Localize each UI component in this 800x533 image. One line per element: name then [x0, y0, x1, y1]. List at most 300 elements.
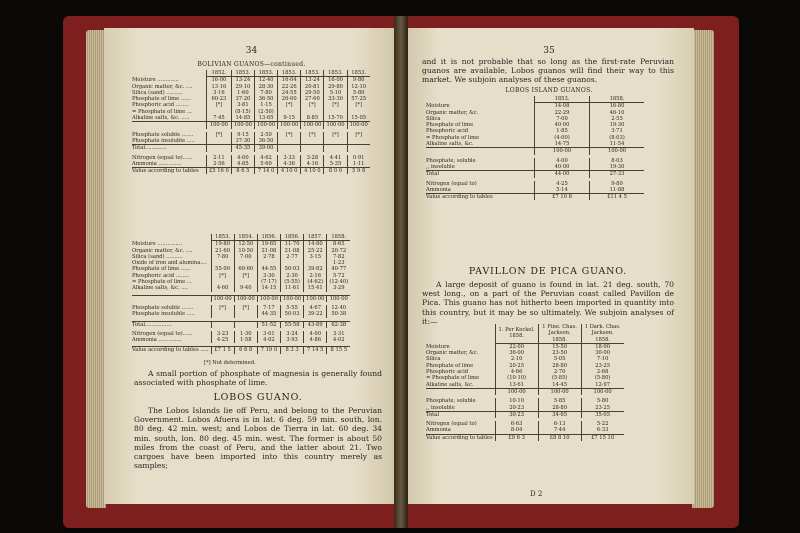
- table-cell: [207, 138, 232, 145]
- table-cell: 4·25: [535, 181, 590, 187]
- row-label: Total: [426, 171, 535, 178]
- row-label: Phosphate insoluble .....: [132, 137, 195, 144]
- table-cell: [*]: [324, 102, 347, 108]
- table-cell: 29·80: [324, 84, 347, 90]
- row-label: Phosphate, soluble: [426, 157, 476, 164]
- table-cell: 10·50: [234, 248, 257, 254]
- column-header: 1853.: [324, 70, 347, 77]
- table-cell: 50·38: [327, 311, 350, 317]
- row-label: Nitrogen (equal to): [426, 421, 477, 428]
- table-cell: 1·23: [327, 260, 350, 266]
- table-cell: 11·61: [281, 285, 304, 291]
- spacer-row: [426, 200, 644, 203]
- table-cell: 2·10: [495, 356, 538, 362]
- table-cell: 39·82: [304, 266, 327, 272]
- table-cell: 57·25: [347, 96, 370, 102]
- column-header: 1853.: [278, 70, 301, 77]
- column-header: 1853.: [535, 96, 590, 103]
- table-cell: 100·00: [538, 388, 581, 395]
- row-label: Oxide of iron and alumina....: [132, 260, 207, 267]
- table-cell: 44·00: [535, 171, 590, 178]
- row-label: Nitrogen (equal to): [426, 180, 477, 187]
- table-cell: 2·30: [281, 273, 304, 279]
- table-cell: 8·03: [590, 158, 645, 164]
- table-cell: [324, 138, 347, 145]
- table-row: [132, 347, 350, 354]
- table-cell: 3·15: [304, 254, 327, 260]
- table-cell: 29·50: [301, 90, 324, 96]
- table-row: [132, 248, 350, 254]
- table-row: [132, 145, 370, 152]
- table-cell: 51·52: [257, 321, 280, 328]
- table-cell: 7·80: [254, 90, 277, 96]
- table-cell: 6 6 8: [234, 347, 257, 354]
- table-cell: [*]: [278, 132, 301, 138]
- table-cell: 55·58: [281, 321, 304, 328]
- table-cell: 22·00: [495, 343, 538, 350]
- table-cell: (8·15): [231, 109, 254, 115]
- row-label: Alkaline salts, &c. ....: [132, 285, 188, 292]
- table-cell: £8 8 10: [538, 434, 581, 441]
- table-cell: 14·08: [535, 103, 590, 110]
- column-header: 1 Fine. Chas. Jackson. 1858.: [538, 324, 581, 343]
- spacer-row: [426, 441, 624, 444]
- table-cell: 25·22: [304, 248, 327, 254]
- table-cell: 100·00: [301, 122, 324, 129]
- table-row: [426, 148, 644, 155]
- table-cell: [211, 321, 234, 328]
- table-cell: [*]: [211, 273, 234, 279]
- row-label: Ammonia ..............: [132, 337, 182, 344]
- table-cell: (7·17): [257, 279, 280, 285]
- table-cell: 20·81: [301, 84, 324, 90]
- row-label: = Phosphate of lime: [426, 375, 480, 382]
- row-label: Total................: [132, 321, 211, 328]
- row-label: Organic matter, &c. ....: [132, 83, 193, 90]
- table-cell: 100·00: [281, 295, 304, 302]
- table-cell: 4·86: [304, 337, 327, 343]
- table-cell: 7·00: [535, 116, 590, 122]
- table-cell: 0·91: [347, 155, 370, 161]
- table-cell: 60·23: [207, 96, 232, 102]
- table-cell: (4·62): [304, 279, 327, 285]
- lobos-heading: LOBOS GUANO.: [213, 392, 303, 403]
- table-cell: 2·11: [207, 155, 232, 161]
- table-cell: 100·00: [278, 122, 301, 129]
- table-cell: 18·00: [581, 343, 624, 350]
- row-label: [426, 148, 535, 155]
- row-label: Phosphoric acid: [426, 128, 469, 135]
- table-corner: [132, 70, 207, 77]
- table-cell: 19·80: [211, 241, 234, 248]
- table-cell: 3·24: [281, 331, 304, 337]
- page-edges-right: [692, 30, 714, 508]
- table-cell: 6·13: [538, 421, 581, 427]
- column-header: 1852.: [207, 70, 232, 77]
- table-cell: 26·00: [278, 96, 301, 102]
- table-cell: 44·35: [257, 311, 280, 317]
- table-cell: 4·25: [211, 337, 234, 343]
- column-header: 1853.: [254, 70, 277, 77]
- table-row: [426, 141, 644, 148]
- page-number-right: 35: [543, 46, 555, 56]
- table-cell: 3·01: [257, 331, 280, 337]
- table-row: [132, 241, 350, 248]
- row-label: Phosphate soluble .......: [132, 304, 194, 311]
- table-cell: [211, 311, 234, 317]
- spacer-row: [132, 174, 370, 177]
- row-label: Moisture: [426, 103, 450, 110]
- table-cell: 7·10: [581, 356, 624, 362]
- magnesia-paragraph: A small portion of phosphate of magnesia is generally found associated with phosphate of lime.: [134, 369, 382, 388]
- table-cell: 100·00: [535, 148, 590, 155]
- table-row: [132, 168, 370, 175]
- pavillon-heading: PAVILLON DE PICA GUANO.: [468, 266, 628, 277]
- row-label: Alkaline salts, &c.: [426, 381, 474, 388]
- table-cell: 28·30: [254, 84, 277, 90]
- table-cell: 27·60: [301, 96, 324, 102]
- table-cell: 19·30: [590, 122, 645, 128]
- table-cell: 40·00: [535, 164, 590, 171]
- row-label: ,, insoluble: [426, 163, 455, 170]
- row-label: = Phosphate of lime ...: [132, 279, 192, 286]
- table-cell: 9·80: [347, 77, 370, 84]
- row-label: Organic matter, &c.: [426, 109, 479, 116]
- table-row: [132, 115, 370, 122]
- column-header: 1857.: [304, 234, 327, 241]
- lobos-island-table-title: LOBOS ISLAND GUANOS.: [505, 87, 593, 94]
- table-cell: 1·15: [254, 102, 277, 108]
- row-label: Value according to tables: [132, 168, 207, 175]
- running-head: BOLIVIAN GUANOS—continued.: [197, 61, 306, 68]
- table-cell: [*]: [234, 273, 257, 279]
- row-label: Silica: [426, 356, 441, 363]
- table-cell: 100·00: [234, 295, 257, 302]
- table-cell: 24·55: [278, 90, 301, 96]
- table-cell: 11·88: [590, 187, 645, 194]
- table-cell: 100·00: [231, 122, 254, 129]
- table-cell: [*]: [347, 132, 370, 138]
- table-cell: 7·17: [257, 305, 280, 311]
- table-cell: [234, 311, 257, 317]
- table-cell: 5·60: [254, 161, 277, 168]
- row-label: Phosphate insoluble .....: [132, 311, 195, 318]
- table-cell: 12·40: [327, 305, 350, 311]
- table-cell: [278, 138, 301, 145]
- table-cell: 3·16: [207, 90, 232, 96]
- table-cell: [*]: [207, 132, 232, 138]
- table-cell: 2·78: [257, 254, 280, 260]
- table-cell: [*]: [207, 102, 232, 108]
- table-cell: 13·65: [254, 115, 277, 122]
- pavillon-table: [426, 324, 624, 444]
- bolivian-table-1: [132, 70, 370, 177]
- table-cell: 5·22: [581, 421, 624, 427]
- table-row: [132, 321, 350, 328]
- table-cell: 4·16: [301, 161, 324, 168]
- row-label: [132, 295, 211, 302]
- row-label: Value according to tables .....: [132, 347, 211, 354]
- table-cell: 46·10: [590, 110, 645, 116]
- table-cell: 14·75: [535, 141, 590, 148]
- table-row: [426, 382, 624, 389]
- table-cell: 3·31: [327, 331, 350, 337]
- table-cell: 3·71: [590, 128, 645, 134]
- table-cell: 100·00: [590, 148, 645, 155]
- table-cell: £9 6 3: [495, 434, 538, 441]
- table-cell: 8 0 0: [324, 168, 347, 175]
- lobos-island-table: [426, 96, 644, 203]
- table-cell: 9·80: [590, 181, 645, 187]
- spacer-row: [132, 354, 350, 357]
- table-cell: 8 15 5: [327, 347, 350, 354]
- table-cell: 5·85: [538, 398, 581, 404]
- table-cell: 55·00: [211, 266, 234, 272]
- table-cell: 34·65: [538, 411, 581, 418]
- table-cell: (5·55): [281, 279, 304, 285]
- column-header: 1856.: [281, 234, 304, 241]
- table-row: [132, 337, 350, 343]
- table-cell: 36·00: [495, 350, 538, 356]
- table-cell: 14·80: [304, 241, 327, 248]
- row-label: Silica: [426, 115, 441, 122]
- table-cell: 28·80: [538, 405, 581, 412]
- table-cell: [347, 145, 370, 152]
- row-label: Organic matter, &c.: [426, 350, 479, 357]
- column-header: 1853.: [347, 70, 370, 77]
- signature-mark: D 2: [530, 490, 543, 498]
- table-cell: 4·36: [278, 161, 301, 168]
- table-cell: £7 1 5: [211, 347, 234, 354]
- table-cell: 20·72: [327, 248, 350, 254]
- table-cell: 2·50: [254, 132, 277, 138]
- table-cell: 3·29: [327, 285, 350, 291]
- table-row: [132, 266, 350, 272]
- table-cell: 21·60: [211, 248, 234, 254]
- table-cell: 16·00: [324, 77, 347, 84]
- column-header: 1853.: [211, 234, 234, 241]
- table-cell: 7 19 0: [257, 347, 280, 354]
- table-cell: (2·50): [254, 109, 277, 115]
- table-cell: 5·72: [327, 273, 350, 279]
- table-row: [426, 103, 644, 110]
- table-cell: [*]: [301, 102, 324, 108]
- table-row: [426, 164, 644, 171]
- table-row: [426, 194, 644, 201]
- column-header: 1854.: [234, 234, 257, 241]
- row-label: Nitrogen (equal to)......: [132, 330, 193, 337]
- row-label: Organic matter, &c. ....: [132, 247, 193, 254]
- column-header: 1853.: [231, 70, 254, 77]
- table-cell: 19·65: [257, 241, 280, 248]
- row-label: [132, 122, 207, 129]
- table-cell: 5 9 8: [347, 168, 370, 175]
- table-row: [426, 187, 644, 194]
- table-cell: 1·11: [347, 161, 370, 168]
- table-cell: 39·22: [304, 311, 327, 317]
- table-cell: 23·50: [538, 350, 581, 356]
- row-label: Alkaline salts, &c.: [426, 141, 474, 148]
- table-cell: 29·10: [231, 84, 254, 90]
- row-label: ,, insoluble: [426, 404, 455, 411]
- table-cell: 43·89: [304, 321, 327, 328]
- table-cell: 2·16: [304, 273, 327, 279]
- row-label: Ammonia: [426, 186, 451, 193]
- pavillon-paragraph: A large deposit of guano is found in lat. 21 deg. south, 70 west long., on a part of the Peruvian coast called Pavillon de Pica. This guano has not hitherto been imported in quantity into this country, but it may be so ultimately. We subjoin analyses of it:—: [422, 280, 674, 326]
- table-cell: (5·85): [538, 375, 581, 381]
- right-page: [404, 28, 694, 504]
- table-cell: 23·25: [581, 363, 624, 369]
- page-number-left: 34: [245, 46, 258, 56]
- table-cell: 50·03: [281, 311, 304, 317]
- table-row: [426, 405, 624, 412]
- table-cell: 4·66: [495, 369, 538, 375]
- table-cell: 62·38: [327, 321, 350, 328]
- row-label: Phosphate of lime: [426, 122, 474, 129]
- table-cell: 1·60: [231, 90, 254, 96]
- table-cell: 4·00: [304, 331, 327, 337]
- table-cell: £7 10 8: [535, 194, 590, 201]
- table-cell: 3·81: [231, 102, 254, 108]
- table-cell: 1·58: [234, 337, 257, 343]
- table-cell: 2·56: [207, 161, 232, 168]
- table-cell: 10·10: [495, 398, 538, 404]
- row-label: Phosphate of lime ......: [132, 96, 191, 103]
- row-label: Silica (sand) ..........: [132, 89, 183, 96]
- row-label: Phosphate of lime ......: [132, 266, 191, 273]
- table-cell: [*]: [301, 132, 324, 138]
- row-label: Phosphate, soluble: [426, 398, 476, 405]
- table-cell: 2·77: [281, 254, 304, 260]
- table-cell: [301, 145, 324, 152]
- table-cell: 28·80: [538, 363, 581, 369]
- table-cell: 100·00: [347, 122, 370, 129]
- table-cell: 8·85: [301, 115, 324, 122]
- table-cell: [347, 138, 370, 145]
- page-edges-left: [86, 30, 106, 508]
- table-cell: 2·70: [538, 369, 581, 375]
- table-cell: 3·30: [257, 273, 280, 279]
- table-cell: 4·02: [327, 337, 350, 343]
- table-cell: 100·00: [495, 388, 538, 395]
- table-cell: 7·80: [211, 254, 234, 260]
- table-cell: 15·70: [324, 115, 347, 122]
- table-cell: 7·44: [538, 427, 581, 434]
- table-cell: 40·00: [535, 122, 590, 128]
- table-row: [426, 434, 624, 441]
- table-row: [426, 343, 624, 350]
- table-corner: [426, 96, 535, 103]
- column-header: 1. Per Keckel. 1858.: [495, 324, 538, 343]
- table-cell: 21·08: [281, 248, 304, 254]
- table-cell: 23·25: [581, 405, 624, 412]
- table-cell: 16·00: [207, 77, 232, 84]
- table-cell: [324, 145, 347, 152]
- row-label: Value according to tables: [426, 434, 495, 441]
- table-cell: 13·16: [207, 84, 232, 90]
- table-cell: [*]: [324, 132, 347, 138]
- table-cell: 12·10: [347, 84, 370, 90]
- table-cell: 9·40: [234, 285, 257, 291]
- column-header: 1853.: [301, 70, 324, 77]
- table-cell: 100·00: [304, 295, 327, 302]
- table-cell: [*]: [211, 305, 234, 311]
- row-label: Phosphate of lime: [426, 362, 474, 369]
- table-cell: 14·85: [231, 115, 254, 122]
- row-label: Nitrogen (equal to)......: [132, 154, 193, 161]
- table-cell: 21·08: [257, 248, 280, 254]
- table-cell: 44·55: [257, 266, 280, 272]
- table-cell: 4 10 0: [278, 168, 301, 175]
- table-cell: 36·50: [254, 138, 277, 145]
- table-cell: 2·55: [590, 116, 645, 122]
- table-cell: 6·33: [581, 427, 624, 434]
- table-cell: 5·14: [535, 187, 590, 194]
- table-cell: 3·28: [301, 155, 324, 161]
- table-corner: [132, 234, 211, 241]
- table-cell: £11 4 5: [590, 194, 645, 201]
- table-cell: 3·23: [211, 331, 234, 337]
- table-cell: (4·00): [535, 135, 590, 141]
- table-cell: 11·70: [281, 241, 304, 248]
- lobos-paragraph: The Lobos Islands lie off Peru, and belong to the Peruvian Government. Lobos Afuera is in lat. 6 deg. 59 min. south, lon. 80 deg. 42 min. west; and Lobos de Tierra in lat. 60 deg. 34 min. south, lon. 80 deg. 45 min. west. The former is about 50 miles from the coast of Peru, and the latter about 21. Two cargoes have been imported into this country merely as samples;: [134, 406, 382, 471]
- table-cell: 7 14 0: [254, 168, 277, 175]
- table-cell: 3·33: [278, 155, 301, 161]
- table-cell: 13·61: [495, 382, 538, 389]
- table-row: [132, 285, 350, 291]
- table-row: [426, 388, 624, 395]
- table-cell: 4 10 0: [301, 168, 324, 175]
- table-cell: 30·00: [581, 350, 624, 356]
- table-cell: 35·05: [581, 411, 624, 418]
- table-row: [132, 122, 370, 129]
- row-label: Moisture .............: [132, 77, 179, 84]
- left-page: [104, 28, 399, 504]
- table-row: [132, 77, 370, 84]
- table-cell: 9·15: [231, 132, 254, 138]
- table-cell: 5·05: [538, 356, 581, 362]
- table-cell: 5·80: [347, 90, 370, 96]
- table-cell: 8·04: [495, 427, 538, 434]
- table-cell: 4·02: [257, 337, 280, 343]
- table-cell: 13·24: [301, 77, 324, 84]
- table-row: [132, 295, 350, 302]
- table-cell: 40·77: [327, 266, 350, 272]
- row-label: Moisture ...............: [132, 241, 183, 248]
- table-cell: 7·82: [327, 254, 350, 260]
- table-cell: 5·55: [281, 305, 304, 311]
- lobos-continued-paragraph: and it is not probable that so long as the first-rate Peruvian guanos are available, Lobos guanos will find their way to this market. We subjoin analyses of these guanos.: [422, 57, 674, 85]
- table-cell: 13·24: [231, 77, 254, 84]
- table-cell: [234, 321, 257, 328]
- row-label: Ammonia ..............: [132, 160, 182, 167]
- row-label: Phosphoric acid: [426, 369, 469, 376]
- table-cell: 16·80: [590, 103, 645, 110]
- table-cell: 4·62: [254, 155, 277, 161]
- table-cell: 7 14 5: [304, 347, 327, 354]
- table-cell: 22·26: [278, 84, 301, 90]
- table-row: [426, 171, 644, 178]
- row-label: = Phosphate of lime: [426, 134, 480, 141]
- table-cell: 100·00: [254, 122, 277, 129]
- table-cell: 8 3 3: [281, 347, 304, 354]
- table-cell: [301, 138, 324, 145]
- table-cell: (10·10): [495, 375, 538, 381]
- table-cell: 37·30: [231, 138, 254, 145]
- table-cell: 100·00: [257, 295, 280, 302]
- table-cell: 14·45: [538, 382, 581, 389]
- table-cell: [278, 145, 301, 152]
